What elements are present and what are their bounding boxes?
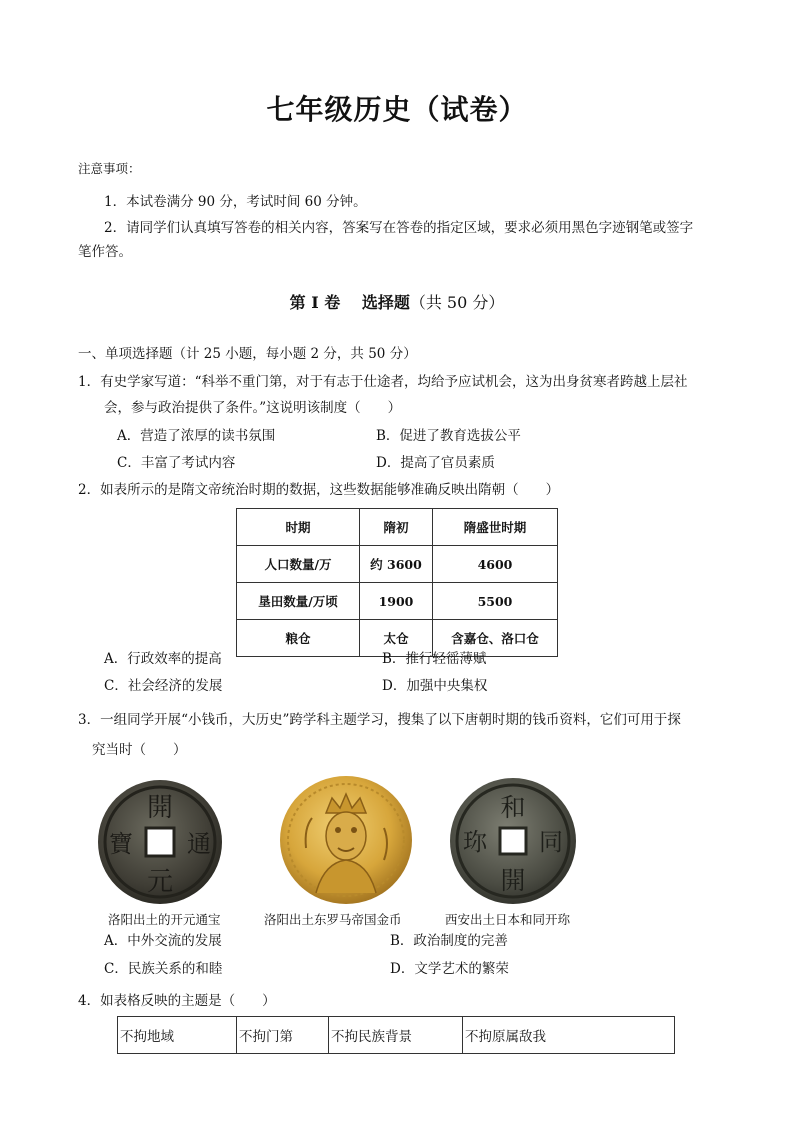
q1-option-c[interactable]: C．丰富了考试内容 bbox=[117, 455, 236, 471]
coin-glyph: 和 bbox=[500, 793, 526, 822]
table-cell: 1900 bbox=[360, 583, 433, 620]
q3-stem-line-2: 究当时（ ） bbox=[92, 742, 187, 758]
q3-stem-line-1: 3．一组同学开展“小钱币，大历史”跨学科主题学习，搜集了以下唐朝时期的钱币资料，它们可用于探 bbox=[78, 712, 681, 728]
coin-caption-2: 洛阳出土东罗马帝国金币 bbox=[264, 912, 402, 927]
q1-stem-line-2: 会，参与政治提供了条件。”这说明该制度（ ） bbox=[104, 400, 402, 416]
kaiyuan-tongbao-coin-image bbox=[96, 778, 224, 906]
q1-option-b[interactable]: B．促进了教育选拔公平 bbox=[376, 428, 521, 444]
q2-option-b[interactable]: B．推行轻徭薄赋 bbox=[382, 651, 487, 667]
q2-option-a[interactable]: A．行政效率的提高 bbox=[104, 651, 222, 667]
notice-item-1: 1．本试卷满分 90 分，考试时间 60 分钟。 bbox=[104, 194, 367, 210]
coin-caption-3: 西安出土日本和同开珎 bbox=[445, 912, 571, 927]
q1-option-d[interactable]: D．提高了官员素质 bbox=[376, 455, 495, 471]
coin-glyph: 通 bbox=[187, 830, 211, 858]
byzantine-gold-coin-image bbox=[276, 768, 416, 908]
q1-stem-line-1: 1．有史学家写道：“科举不重门第，对于有志于仕途者，均给予应试机会，这为出身贫寒者跨越上层社 bbox=[78, 374, 688, 390]
table-cell: 垦田数量/万顷 bbox=[237, 583, 360, 620]
table-cell: 粮仓 bbox=[237, 620, 360, 657]
q4-table bbox=[117, 1016, 675, 1054]
table-cell: 5500 bbox=[433, 583, 558, 620]
coin-caption-1: 洛阳出土的开元通宝 bbox=[108, 912, 221, 927]
page-title: 七年级历史（试卷） bbox=[266, 93, 528, 126]
q3-option-c[interactable]: C．民族关系的和睦 bbox=[104, 961, 223, 977]
coin-glyph: 珎 bbox=[463, 828, 487, 856]
coin-glyph: 同 bbox=[539, 828, 563, 856]
notice-item-2-line-1: 2．请同学们认真填写答卷的相关内容，答案写在答卷的指定区域，要求必须用黑色字迹钢笔或签字 bbox=[104, 220, 694, 236]
coin-glyph: 寶 bbox=[109, 830, 133, 858]
q3-option-d[interactable]: D．文学艺术的繁荣 bbox=[390, 961, 509, 977]
q2-option-c[interactable]: C．社会经济的发展 bbox=[104, 678, 223, 694]
table-cell: 不拘地域 bbox=[118, 1017, 237, 1054]
notice-item-2-line-2: 笔作答。 bbox=[78, 244, 132, 260]
coin-glyph: 開 bbox=[146, 793, 174, 823]
notice-heading: 注意事项： bbox=[78, 161, 141, 176]
table-row bbox=[237, 546, 558, 583]
coin-glyph: 開 bbox=[500, 866, 526, 895]
table-header-cell: 隋初 bbox=[360, 509, 433, 546]
table-cell: 不拘原属敌我 bbox=[463, 1017, 675, 1054]
table-header-cell: 隋盛世时期 bbox=[433, 509, 558, 546]
table-cell: 4600 bbox=[433, 546, 558, 583]
wado-kaichin-coin-image bbox=[448, 776, 578, 906]
table-row bbox=[237, 583, 558, 620]
q1-option-a[interactable]: A．营造了浓厚的读书氛围 bbox=[117, 428, 276, 444]
table-row bbox=[237, 509, 558, 546]
table-cell: 人口数量/万 bbox=[237, 546, 360, 583]
table-row bbox=[118, 1017, 675, 1054]
q2-option-d[interactable]: D．加强中央集权 bbox=[382, 678, 488, 694]
section-label: 第 Ⅰ 卷 选择题 bbox=[289, 293, 410, 312]
table-cell: 太仓 bbox=[360, 620, 433, 657]
coin-glyph: 元 bbox=[146, 867, 174, 897]
q4-stem: 4．如表格反映的主题是（ ） bbox=[78, 993, 276, 1009]
q3-option-b[interactable]: B．政治制度的完善 bbox=[390, 933, 508, 949]
part1-heading: 一、单项选择题（计 25 小题，每小题 2 分，共 50 分） bbox=[78, 346, 417, 362]
q3-option-a[interactable]: A．中外交流的发展 bbox=[104, 933, 222, 949]
table-header-cell: 时期 bbox=[237, 509, 360, 546]
q2-stem: 2．如表所示的是隋文帝统治时期的数据，这些数据能够准确反映出隋朝（ ） bbox=[78, 482, 560, 498]
table-cell: 约 3600 bbox=[360, 546, 433, 583]
table-cell: 不拘民族背景 bbox=[329, 1017, 463, 1054]
table-cell: 不拘门第 bbox=[237, 1017, 329, 1054]
table-cell: 含嘉仓、洛口仓 bbox=[433, 620, 558, 657]
q2-data-table bbox=[236, 508, 558, 657]
section-title bbox=[0, 290, 794, 313]
section-points: （共 50 分） bbox=[409, 293, 505, 312]
